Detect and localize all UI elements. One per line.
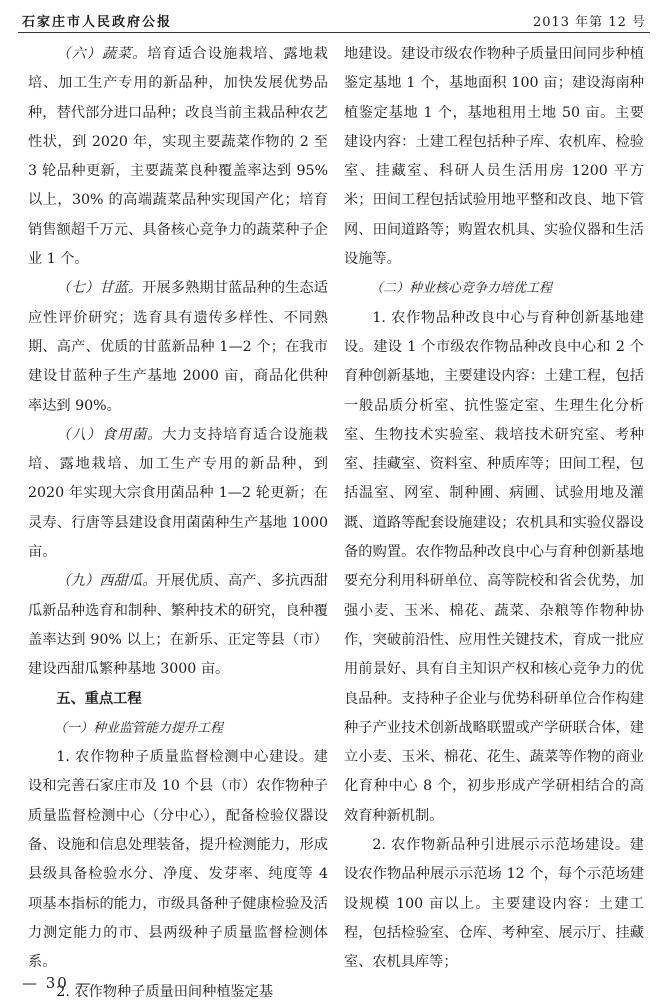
paragraph-lead: （六）蔬菜。 — [56, 46, 148, 62]
paragraph-text: 培育适合设施栽培、露地栽培、加工生产专用的新品种，加快发展优势品种，替代部分进口品种；改良当前主栽品种农艺性状，到 2020 年，实现主要蔬菜作物的 2 至 3 轮品种更新，主要蔬菜良种覆盖率达到 95% 以上，30% 的高端蔬菜品种实现国产化；培育销售额超千万元、具备核心竞争力的蔬菜种子企业 1 个。 — [28, 46, 328, 268]
paragraph-mushroom — [28, 421, 328, 567]
paragraph-text: 开展多熟期甘蓝品种的生态适应性评价研究；选育具有遗传多样性、不同熟期、高产、优质的甘蓝新品种 1—2 个；在我市建设甘蓝种子生产基地 2000 亩，商品化供种率达到 90%。 — [28, 280, 328, 414]
paragraph-lead: （七）甘蓝。 — [56, 280, 143, 297]
right-column — [344, 40, 644, 978]
paragraph-text: 大力支持培育适合设施栽培、露地栽培、加工生产专用的新品种，到 2020 年实现大宗食用菌品种 1—2 轮更新；在灵寿、行唐等县建设食用菌菌种生产基地 1000 亩。 — [28, 426, 328, 561]
paragraph-testing-center: 1. 农作物种子质量监督检测中心建设。建设和完善石家庄市及 10 个县（市）农作物种子质量监督检测中心（分中心），配备检验仪器设备、设施和信息处理装备，提升检测能力，形成县级具备检验水分、净度、发芽率、纯度等 4 项基本指标的能力，市级具备种子健康检验及活力测定能力的市、县两级种子质量监督检测体系。 — [28, 749, 328, 971]
paragraph-cabbage — [28, 274, 328, 420]
paragraph-demonstration-site: 2. 农作物新品种引进展示示范场建设。建设农作物品种展示示范场 12 个，每个示范场建设规模 100 亩以上。主要建设内容：土建工程，包括检验室、仓库、考种室、展示厅、挂藏室、农机具库等； — [344, 837, 644, 971]
subsection-heading: （二）种业核心竞争力培优工程 — [370, 281, 553, 297]
paragraph-field-base: 2. 农作物种子质量田间种植鉴定基 — [56, 983, 274, 1000]
publication-title: 石家庄市人民政府公报 — [22, 15, 173, 30]
issue-number: 2013 年第 12 号 — [532, 15, 646, 30]
page-number: — 30 — — [22, 974, 93, 992]
paragraph-lead: （八）食用菌。 — [56, 426, 163, 443]
left-column — [28, 40, 328, 1007]
paragraph-melon — [28, 567, 328, 684]
section-heading: 五、重点工程 — [56, 690, 142, 707]
paragraph-lead: （九）西甜瓜。 — [56, 573, 157, 590]
paragraph-field-base-continued: 地建设。建设市级农作物种子质量田间同步种植鉴定基地 1 个，基地面积 100 亩；建设海南种植鉴定基地 1 个，基地租用土地 50 亩。主要建设内容：土建工程包括种子库、农机库、检验室、挂藏室、科研人员生活用房 1200 平方米；田间工程包括试验用地平整和改良、地下管网、田间道路等；购置农机具、实验仪器和生活设施等。 — [344, 46, 644, 268]
paragraph-vegetables — [28, 40, 328, 274]
paragraph-text: 开展优质、高产、多抗西甜瓜新品种选育和制种、繁种技术的研究，良种覆盖率达到 90% 以上；在新乐、正定等县（市）建设西甜瓜繁种基地 3000 亩。 — [28, 573, 328, 678]
paragraph-breeding-center: 1. 农作物品种改良中心与育种创新基地建设。建设 1 个市级农作物品种改良中心和 2 个育种创新基地，主要建设内容：土建工程，包括一般品质分析室、抗性鉴定室、生理生化分析室、生物技术实验室、栽培技术研究室、考种室、挂藏室、资料室、种质库等；田间工程，包括温室、网室、制种圃、病圃、试验用地及灌溉、道路等配套设施建设；农机具和实验仪器设备的购置。农作物品种改良中心与育种创新基地要充分利用科研单位、高等院校和省会优势，加强小麦、玉米、棉花、蔬菜、杂粮等作物种协作，突破前沿性、应用性关键技术，育成一批应用前景好、具有自主知识产权和核心竞争力的优良品种。支持种子企业与优势科研单位合作构建种子产业技术创新战略联盟或产学研联合体，建立小麦、玉米、棉花、花生、蔬菜等作物的商业化育种中心 8 个，初步形成产学研相结合的高效育种新机制。 — [344, 309, 644, 824]
page-header — [0, 0, 668, 34]
subsection-heading: （一）种业监管能力提升工程 — [54, 720, 224, 736]
header-divider — [18, 32, 650, 33]
